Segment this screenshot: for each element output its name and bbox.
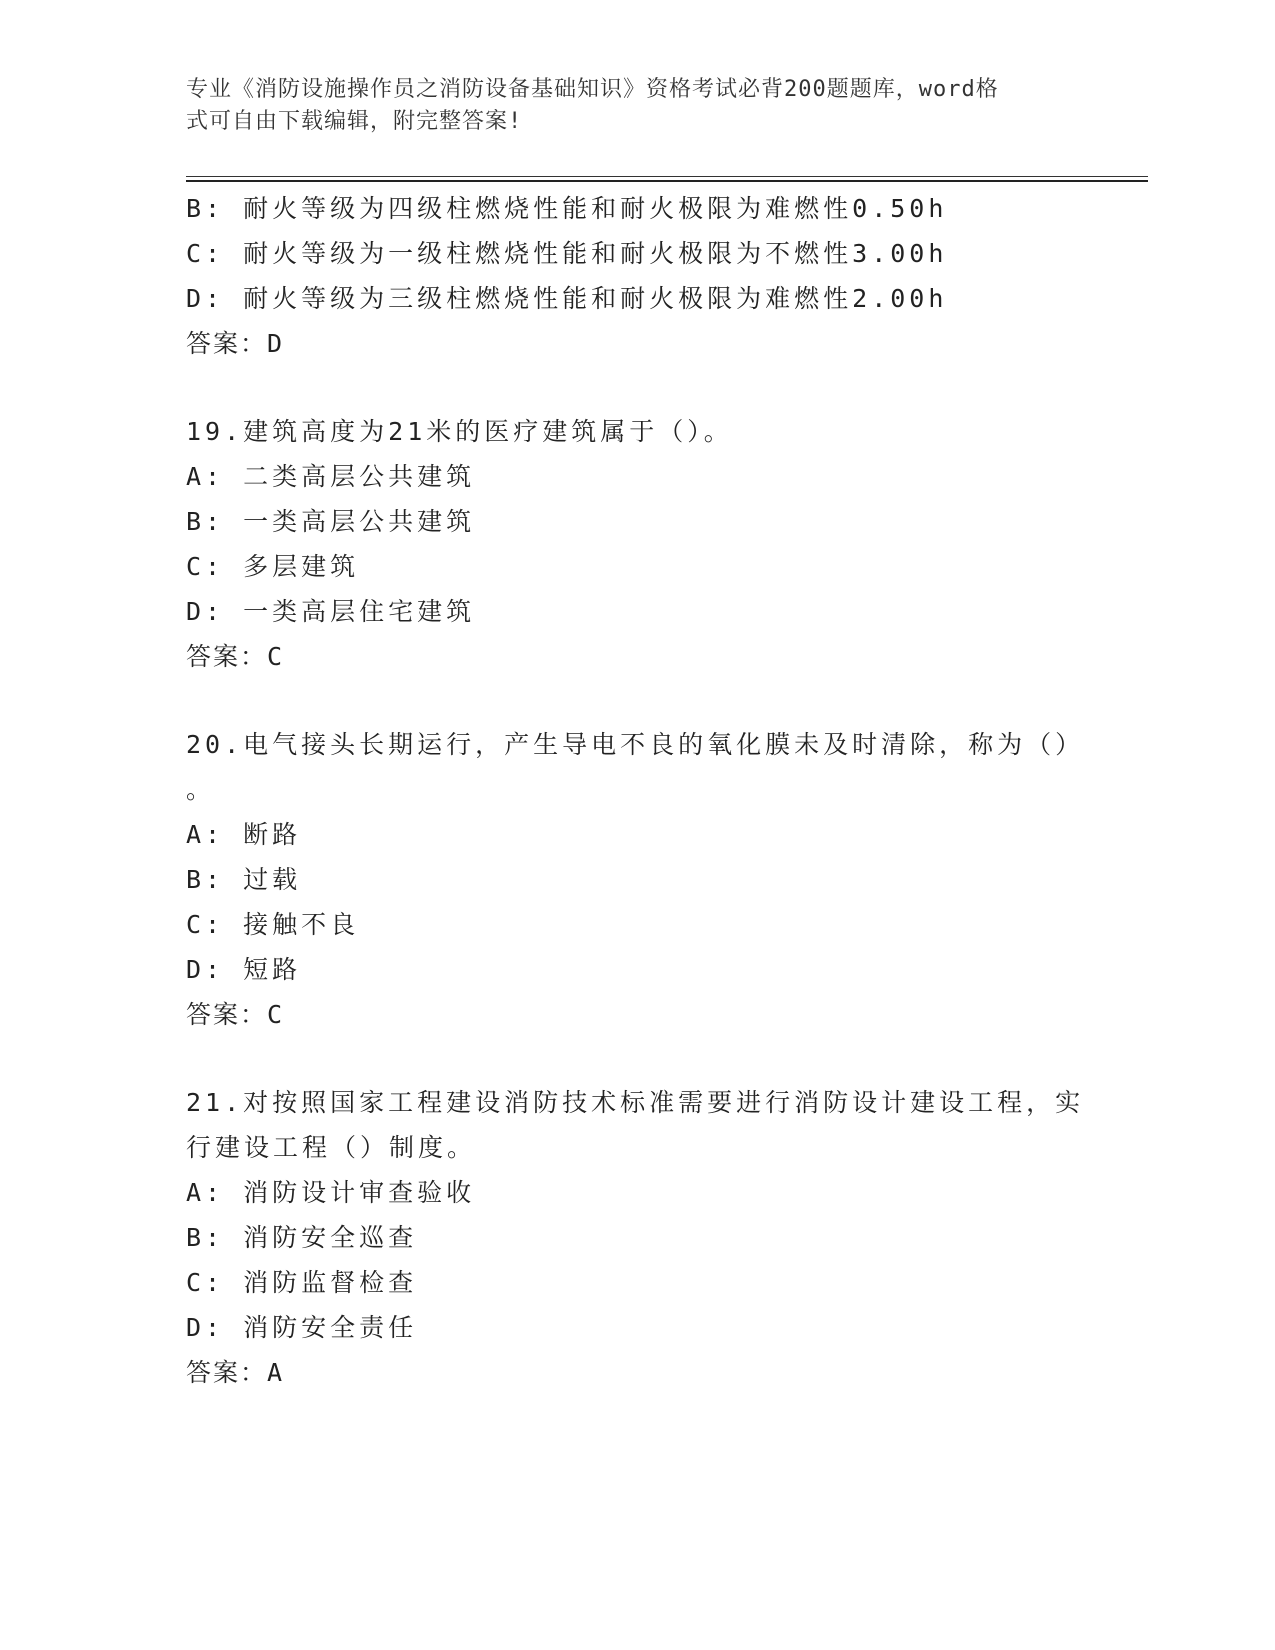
option-b: B: 消防安全巡查 (186, 1223, 418, 1252)
question-stem: 20.电气接头长期运行，产生导电不良的氧化膜未及时清除，称为（） (186, 730, 1085, 759)
option-b: B: 过载 (186, 865, 302, 894)
option-c: C: 多层建筑 (186, 552, 360, 581)
option-c: C: 消防监督检查 (186, 1268, 418, 1297)
option-b: B: 耐火等级为四级柱燃烧性能和耐火极限为难燃性0.50h (186, 194, 948, 223)
answer: 答案：A (186, 1358, 285, 1387)
option-a: A: 二类高层公共建筑 (186, 462, 476, 491)
question-stem-continued: 行建设工程（）制度。 (186, 1133, 477, 1162)
option-d: D: 一类高层住宅建筑 (186, 597, 476, 626)
question-stem-continued: 。 (186, 775, 216, 804)
header-rule-thin (186, 176, 1148, 177)
question-20 (186, 722, 1086, 1037)
question-19 (186, 409, 1086, 679)
document-content (186, 186, 1086, 1395)
header-line-1: 专业《消防设施操作员之消防设备基础知识》资格考试必背200题题库，word格 (186, 77, 999, 102)
answer: 答案：C (186, 1000, 285, 1029)
question-stem: 21.对按照国家工程建设消防技术标准需要进行消防设计建设工程，实 (186, 1088, 1085, 1117)
answer: 答案：D (186, 329, 285, 358)
option-a: A: 消防设计审查验收 (186, 1178, 476, 1207)
option-d: D: 耐火等级为三级柱燃烧性能和耐火极限为难燃性2.00h (186, 284, 948, 313)
question-18-partial (186, 186, 1086, 366)
document-header (186, 74, 1066, 138)
option-c: C: 接触不良 (186, 910, 360, 939)
option-a: A: 断路 (186, 820, 302, 849)
header-rule-thick (186, 180, 1148, 182)
header-line-2: 式可自由下载编辑，附完整答案! (186, 109, 523, 134)
option-b: B: 一类高层公共建筑 (186, 507, 476, 536)
question-21 (186, 1080, 1086, 1395)
answer: 答案：C (186, 642, 285, 671)
option-d: D: 消防安全责任 (186, 1313, 418, 1342)
option-d: D: 短路 (186, 955, 302, 984)
option-c: C: 耐火等级为一级柱燃烧性能和耐火极限为不燃性3.00h (186, 239, 948, 268)
question-stem: 19.建筑高度为21米的医疗建筑属于（）。 (186, 417, 733, 446)
